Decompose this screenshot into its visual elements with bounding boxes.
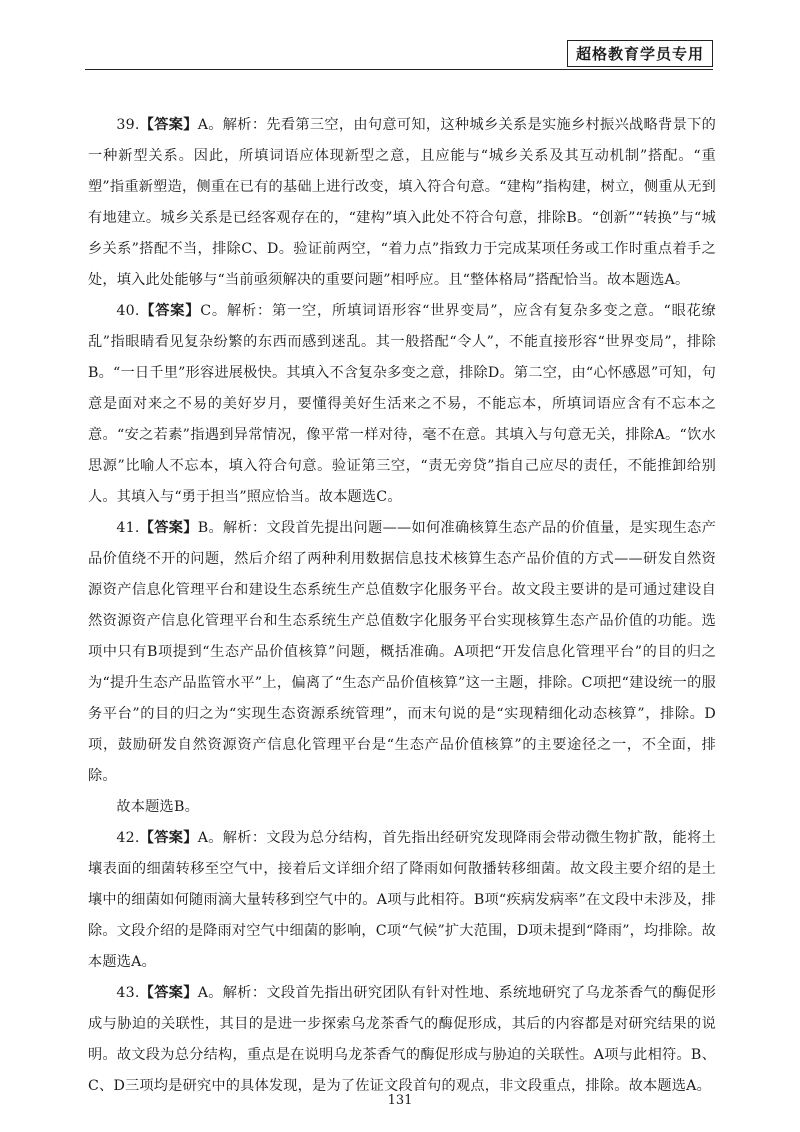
answer-40-num: 40. — [116, 303, 140, 319]
answer-39-num: 39. — [116, 117, 140, 133]
answer-42-tag: 【答案】 — [139, 830, 198, 846]
answer-41-num: 41. — [116, 520, 140, 536]
header-rule — [85, 69, 713, 70]
answer-43-text: 解析：文段首先指出研究团队有针对性地、系统地研究了乌龙茶香气的酶促形成与胁迫的关联性，其目的是进一步探索乌龙茶香气的酶促形成，其后的内容都是对研究结果的说明。故文段为总分结构，重点是在说明乌龙茶香气的酶促形成与胁迫的关联性。A项与此相符。B、C、D三项均是研究中的具体发现，是为了佐证文段首句的观点，非文段重点，排除。故本题选A。 — [88, 985, 716, 1094]
answer-41-letter: B。 — [197, 520, 223, 536]
header-badge: 超格教育学员专用 — [567, 40, 713, 67]
answer-40-letter: C。 — [200, 303, 227, 319]
page-number: 131 — [387, 1093, 413, 1108]
answer-41 — [88, 513, 716, 792]
answer-41-conclusion-text: 故本题选B。 — [116, 799, 199, 815]
answer-42-num: 42. — [116, 830, 140, 846]
answer-43-letter: A。 — [197, 985, 223, 1001]
page-header — [85, 36, 713, 72]
answer-43-num: 43. — [116, 985, 140, 1001]
answer-40-text: 解析：第一空，所填词语形容“世界变局”，应含有复杂多变之意。“眼花缭乱”指眼睛看见复杂纷繁的东西而感到迷乱。其一般搭配“令人”，不能直接形容“世界变局”，排除B。“一日千里”形容进展极快。其填入不含复杂多变之意，排除D。第二空，由“心怀感恩”可知，句意是面对来之不易的美好岁月，要懂得美好生活来之不易，不能忘本，所填词语应含有不忘本之意。“安之若素”指遇到异常情况，像平常一样对待，毫不在意。其填入与句意无关，排除A。“饮水思源”比喻人不忘本，填入符合句意。验证第三空，“责无旁贷”指自己应尽的责任，不能推卸给别人。其填入与“勇于担当”照应恰当。故本题选C。 — [88, 303, 716, 505]
answer-43 — [88, 978, 716, 1102]
answer-41-conclusion — [88, 792, 716, 823]
answer-40 — [88, 296, 716, 513]
answer-41-tag: 【答案】 — [139, 520, 198, 536]
answer-39-letter: A。 — [197, 117, 223, 133]
answer-content — [88, 110, 716, 1102]
answer-39 — [88, 110, 716, 296]
answer-39-text: 解析：先看第三空，由句意可知，这种城乡关系是实施乡村振兴战略背景下的一种新型关系。因此，所填词语应体现新型之意，且应能与“城乡关系及其互动机制”搭配。“重塑”指重新塑造，侧重在已有的基础上进行改变，填入符合句意。“建构”指构建，树立，侧重从无到有地建立。城乡关系是已经客观存在的，“建构”填入此处不符合句意，排除B。“创新”“转换”与“城乡关系”搭配不当，排除C、D。验证前两空，“着力点”指致力于完成某项任务或工作时重点着手之处，填入此处能够与“当前亟须解决的重要问题”相呼应。且“整体格局”搭配恰当。故本题选A。 — [88, 117, 716, 288]
answer-42-text: 解析：文段为总分结构，首先指出经研究发现降雨会带动微生物扩散，能将土壤表面的细菌转移至空气中，接着后文详细介绍了降雨如何散播转移细菌。故文段主要介绍的是土壤中的细菌如何随雨滴大量转移到空气中的。A项与此相符。B项“疾病发病率”在文段中未涉及，排除。文段介绍的是降雨对空气中细菌的影响，C项“气候”扩大范围，D项未提到“降雨”，均排除。故本题选A。 — [88, 830, 716, 970]
answer-41-text: 解析：文段首先提出问题——如何准确核算生态产品的价值量，是实现生态产品价值绕不开的问题，然后介绍了两种利用数据信息技术核算生态产品价值的方式——研发自然资源资产信息化管理平台和建设生态系统生产总值数字化服务平台。故文段主要讲的是可通过建设自然资源资产信息化管理平台和生态系统生产总值数字化服务平台实现核算生态产品价值的功能。选项中只有B项提到“生态产品价值核算”问题，概括准确。A项把“开发信息化管理平台”的目的归之为“提升生态产品监管水平”上，偏离了“生态产品价值核算”这一主题，排除。C项把“建设统一的服务平台”的目的归之为“实现生态资源系统管理”，而末句说的是“实现精细化动态核算”，排除。D项，鼓励研发自然资源资产信息化管理平台是“生态产品价值核算”的主要途径之一，不全面，排除。 — [88, 520, 716, 784]
answer-42-letter: A。 — [197, 830, 223, 846]
answer-43-tag: 【答案】 — [139, 985, 198, 1001]
answer-42 — [88, 823, 716, 978]
answer-39-tag: 【答案】 — [139, 117, 198, 133]
answer-40-tag: 【答案】 — [139, 303, 201, 319]
